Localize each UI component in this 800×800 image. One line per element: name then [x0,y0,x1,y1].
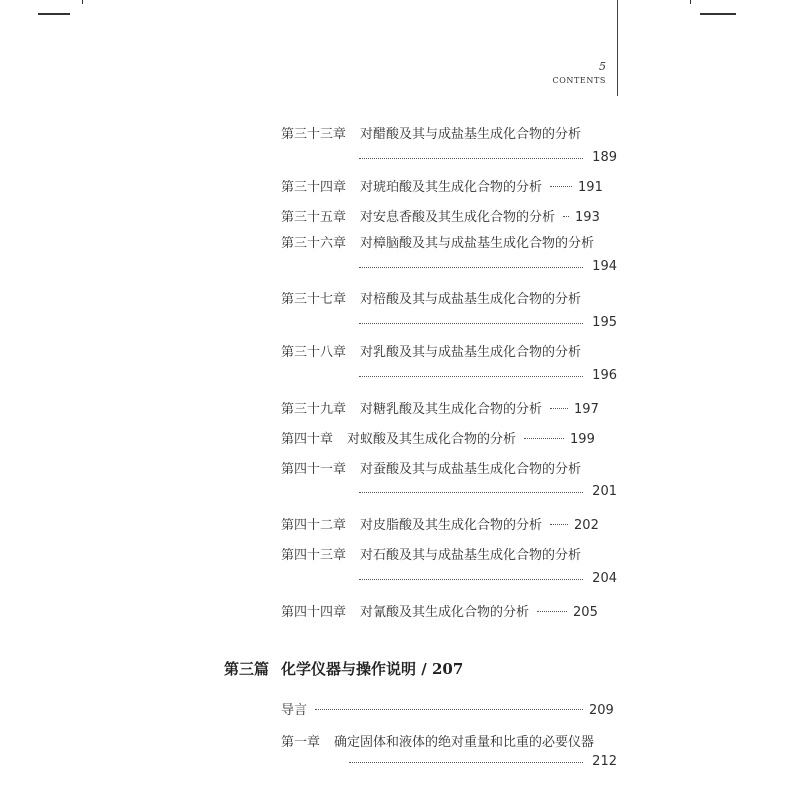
page-ref: 196 [592,368,617,383]
dot-leader [359,492,583,493]
toc-entry-44[interactable] [281,601,598,620]
chapter-number: 第一章 [281,735,321,750]
page-ref: 201 [592,484,617,499]
toc-entry-36[interactable] [281,232,594,251]
dot-leader [524,438,564,439]
dot-leader [563,216,569,217]
chapter-title: 对蚁酸及其生成化合物的分析 [347,432,517,447]
chapter-number: 第三十九章 [281,402,347,417]
page-ref: 197 [574,402,599,417]
dot-leader [550,524,568,525]
chapter-title: 对棓酸及其与成盐基生成化合物的分析 [360,292,582,307]
toc-entry-42[interactable] [281,514,599,533]
chapter-title: 对醋酸及其与成盐基生成化合物的分析 [360,127,582,142]
toc-leader-43 [359,571,617,584]
page-ref: 189 [592,150,617,165]
dot-leader [359,579,583,580]
dot-leader [537,611,567,612]
crop-mark-top-left-v [82,0,83,4]
chapter-number: 第三十三章 [281,127,347,142]
toc-entry-37[interactable] [281,288,581,307]
chapter-title: 对氰酸及其生成化合物的分析 [360,605,530,620]
toc-entry-part3-ch1[interactable] [281,731,594,750]
chapter-title: 对琥珀酸及其生成化合物的分析 [360,180,543,195]
page-ref: 212 [592,754,617,769]
crop-mark-top-left-h [38,13,70,15]
header-rule [617,0,618,96]
dot-leader [359,323,583,324]
chapter-title: 对樟脑酸及其与成盐基生成化合物的分析 [360,236,595,251]
chapter-title: 对蚕酸及其与成盐基生成化合物的分析 [360,462,582,477]
chapter-title: 对乳酸及其与成盐基生成化合物的分析 [360,345,582,360]
toc-entry-40[interactable] [281,428,595,447]
toc-leader-37 [359,315,617,328]
page-ref: 209 [589,703,614,718]
chapter-number: 第四十一章 [281,462,347,477]
part-label: 第三篇 [224,660,270,678]
toc-leader-36 [359,259,617,272]
page-ref: 193 [575,210,600,225]
part-title: 化学仪器与操作说明 / 207 [281,660,464,678]
chapter-number: 第三十六章 [281,236,347,251]
toc-leader-33 [359,150,617,163]
toc-entry-41[interactable] [281,458,581,477]
crop-mark-top-right-v [690,0,691,4]
dot-leader [349,762,583,763]
page-ref: 204 [592,571,617,586]
chapter-number: 第四十二章 [281,518,347,533]
page-ref: 199 [570,432,595,447]
page-number: 5 [599,60,606,73]
chapter-number: 第三十五章 [281,210,347,225]
chapter-number: 第四十四章 [281,605,347,620]
entry-title: 导言 [281,703,308,718]
chapter-number: 第三十八章 [281,345,347,360]
dot-leader [359,158,583,159]
chapter-number: 第三十四章 [281,180,347,195]
dot-leader [359,267,583,268]
toc-leader-41 [359,484,617,497]
part-heading[interactable] [224,658,463,679]
chapter-title: 对安息香酸及其生成化合物的分析 [360,210,556,225]
chapter-number: 第四十章 [281,432,334,447]
toc-entry-33[interactable] [281,123,581,142]
page-ref: 194 [592,259,617,274]
chapter-title: 确定固体和液体的绝对重量和比重的必要仪器 [334,735,595,750]
toc-entry-38[interactable] [281,341,581,360]
chapter-number: 第三十七章 [281,292,347,307]
page-ref: 205 [573,605,598,620]
chapter-title: 对皮脂酸及其生成化合物的分析 [360,518,543,533]
page-ref: 202 [574,518,599,533]
chapter-title: 对糖乳酸及其生成化合物的分析 [360,402,543,417]
toc-entry-introduction[interactable] [281,699,614,718]
toc-entry-34[interactable] [281,176,603,195]
dot-leader [550,186,572,187]
crop-mark-top-right-h [700,13,736,15]
toc-leader-part3-ch1 [349,754,617,767]
dot-leader [315,709,583,710]
toc-leader-38 [359,368,617,381]
dot-leader [359,376,583,377]
page-ref: 195 [592,315,617,330]
chapter-number: 第四十三章 [281,548,347,563]
chapter-title: 对石酸及其与成盐基生成化合物的分析 [360,548,582,563]
dot-leader [550,408,568,409]
toc-entry-39[interactable] [281,398,599,417]
toc-entry-35[interactable] [281,206,600,225]
running-head: CONTENTS [552,76,606,85]
page-ref: 191 [578,180,603,195]
toc-entry-43[interactable] [281,544,581,563]
